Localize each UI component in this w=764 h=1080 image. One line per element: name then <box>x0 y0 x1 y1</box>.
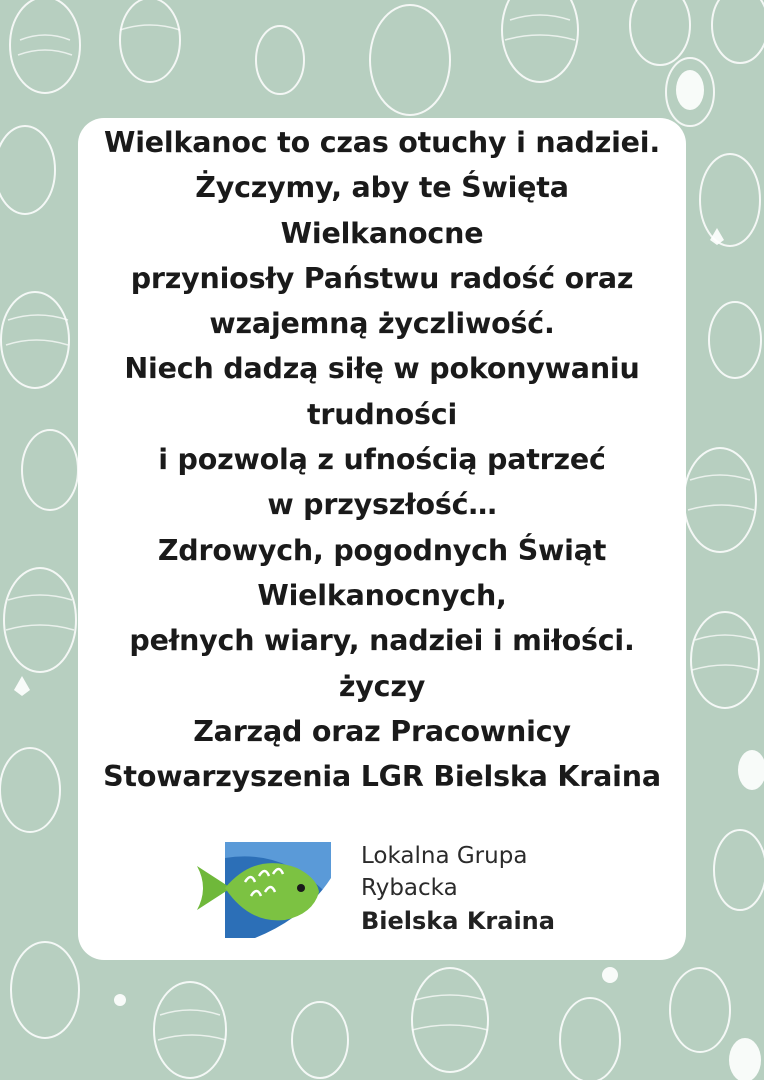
greeting-line: Wielkanocne <box>280 216 484 250</box>
greeting-line: Wielkanocnych, <box>257 578 507 612</box>
greeting-line: pełnych wiary, nadziei i miłości. <box>129 624 635 658</box>
greeting-line: przyniosły Państwu radość oraz <box>130 261 634 295</box>
logo-line-1: Lokalna Grupa <box>361 843 528 869</box>
greeting-line: Niech dadzą siłę w pokonywaniu <box>124 352 640 386</box>
fish-logo-icon <box>195 838 335 942</box>
logo-text <box>361 840 555 938</box>
greeting-line: Zdrowych, pogodnych Świąt <box>157 533 607 567</box>
greeting-line: Zarząd oraz Pracownicy <box>193 714 571 748</box>
greeting-line: Życzymy, aby te Święta <box>195 171 569 205</box>
greeting-line: wzajemną życzliwość. <box>209 307 555 341</box>
greeting-line: życzy <box>338 669 426 703</box>
greeting-line: w przyszłość… <box>267 488 497 522</box>
greeting-line: Stowarzyszenia LGR Bielska Kraina <box>103 760 661 794</box>
greeting-line: Wielkanoc to czas otuchy i nadziei. <box>104 126 660 159</box>
logo-line-2: Rybacka <box>361 875 458 901</box>
greeting-line: trudności <box>306 397 458 431</box>
lgr-logo <box>195 838 585 946</box>
logo-line-3: Bielska Kraina <box>361 907 555 935</box>
greeting-line: i pozwolą z ufnością patrzeć <box>158 443 606 477</box>
greeting-text <box>78 120 686 799</box>
